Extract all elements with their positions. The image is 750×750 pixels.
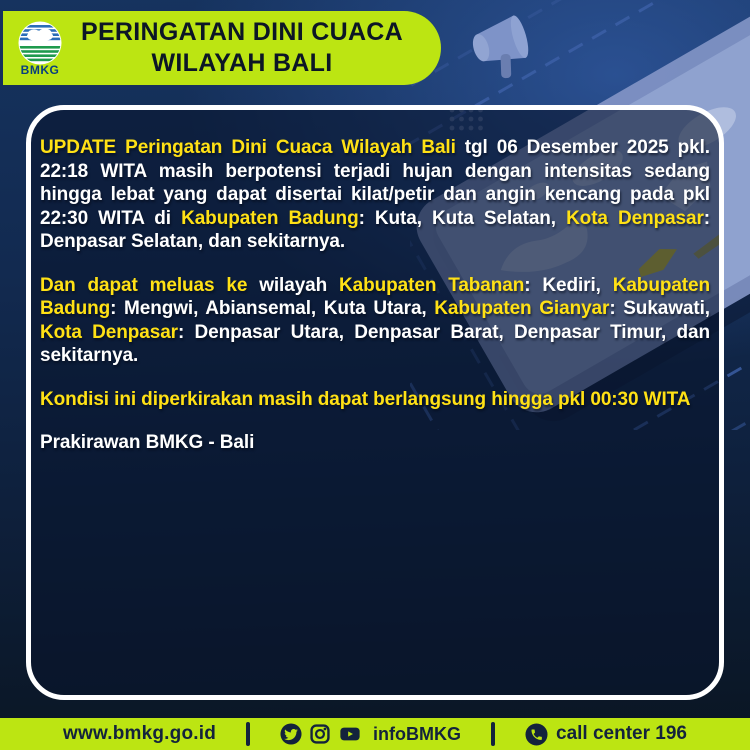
- text-segment: Kota Denpasar: [566, 207, 704, 229]
- text-segment: Kondisi ini diperkirakan masih dapat berlangsung hingga pkl 00:30 WITA: [40, 388, 691, 410]
- call-center-group: [525, 723, 687, 746]
- text-segment: Dan dapat meluas ke: [40, 274, 248, 296]
- text-segment: : Denpasar Utara, Denpasar Barat, Denpasar Timur, dan sekitarnya.: [40, 321, 711, 366]
- page-title-line1: PERINGATAN DINI CUACA: [80, 18, 404, 46]
- text-segment: Kota Denpasar: [40, 321, 178, 343]
- bmkg-logo-icon: [17, 20, 63, 66]
- header-banner: [3, 11, 441, 85]
- instagram-icon: [309, 723, 331, 745]
- text-segment: : Mengwi, Abiansemal, Kuta Utara,: [110, 298, 435, 319]
- page-title-line2: WILAYAH BALI: [151, 49, 333, 77]
- text-segment: Kabupaten Badung: [181, 207, 359, 229]
- text-segment: Kabupaten Badung: [40, 274, 710, 319]
- text-segment: : Kediri,: [524, 274, 613, 296]
- call-center-label: call center 196: [556, 723, 687, 744]
- text-segment: : Denpasar Selatan, dan sekitarnya.: [40, 207, 711, 252]
- text-segment: tgl 06 Desember 2025 pkl. 22:18 WITA masih berpotensi terjadi hujan dengan intensitas sedang hingga lebat yang dapat disertai kilat/petir dan angin kencang pada pkl 22:30 WITA di: [40, 137, 710, 229]
- warning-bulletin-box: [26, 105, 724, 700]
- bmkg-logo: [7, 20, 73, 77]
- text-segment: UPDATE Peringatan Dini Cuaca Wilayah Bali: [40, 137, 456, 158]
- warning-paragraph-update: [40, 136, 710, 254]
- page-title: [73, 17, 441, 79]
- text-segment: : Sukawati,: [609, 298, 710, 319]
- footer-bar: [0, 718, 750, 750]
- text-segment: : Kuta, Kuta Selatan,: [358, 207, 567, 229]
- footer-divider: [491, 722, 495, 746]
- text-segment: Prakirawan BMKG - Bali: [40, 432, 255, 453]
- forecaster-signature: [40, 431, 710, 455]
- text-segment: Kabupaten Tabanan: [339, 274, 525, 296]
- text-segment: wilayah: [247, 274, 340, 296]
- youtube-icon: [338, 723, 362, 745]
- warning-paragraph-duration: [40, 388, 710, 412]
- warning-paragraph-expansion: [40, 274, 710, 368]
- website-url: www.bmkg.go.id: [62, 723, 217, 744]
- phone-icon: [525, 723, 548, 746]
- social-media-group: [280, 723, 461, 745]
- megaphone-icon: [468, 14, 536, 86]
- footer-divider: [246, 722, 250, 746]
- social-handle: infoBMKG: [373, 723, 462, 744]
- bmkg-logo-text: BMKG: [20, 62, 60, 77]
- text-segment: Kabupaten Gianyar: [434, 298, 610, 319]
- twitter-icon: [280, 723, 302, 745]
